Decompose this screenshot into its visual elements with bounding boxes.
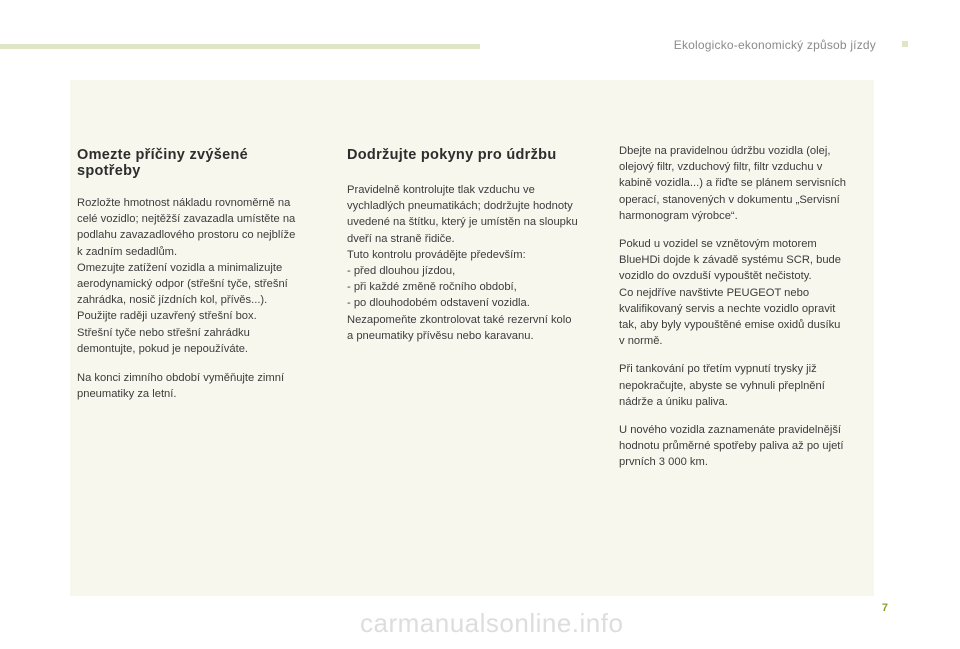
chapter-marker [902, 41, 908, 47]
section-paragraph: U nového vozidla zaznamenáte pravidelnější hodnotu průměrné spotřeby paliva až po ujetí prvních 3 000 km. [619, 424, 844, 469]
header-accent-bar [0, 44, 480, 49]
watermark-text: carmanualsonline.info [360, 608, 624, 638]
section-heading: Omezte příčiny zvýšené spotřeby [77, 147, 249, 179]
section-paragraph: Při tankování po třetím vypnutí trysky již nepokračujte, abyste se vyhnuli přeplnění nádrže a úniku paliva. [619, 363, 825, 408]
section-heading: Dodržujte pokyny pro údržbu [347, 147, 557, 163]
section-paragraph: Rozložte hmotnost nákladu rovnoměrně na celé vozidlo; nejtěžší zavazadla umístěte na podlahu zavazadlového prostoru co nejblíže k zadním sedadlům. Omezujte zatížení vozidla a minimalizujte aerodynamický odpor (střešní tyče, střešní zahrádka, nosič jízdních kol, přívěs...). Použijte raději uzavřený střešní box. Střešní tyče nebo střešní zahrádku demontujte, pokud je nepoužíváte. [77, 197, 296, 355]
section-reduce-consumption [77, 147, 317, 402]
section-paragraph: Pravidelně kontrolujte tlak vzduchu ve vychladlých pneumatikách; dodržujte hodnoty uvedené na štítku, který je umístěn na sloupku dveří na straně řidiče. Tuto kontrolu provádějte především: - před dlouhou jízdou, - při každé změně ročního období, - po dlouhodobém odstavení vozidla. Nezapomeňte zkontrolovat také rezervní kolo a pneumatiky přívěsu nebo karavanu. [347, 184, 578, 342]
section-paragraph: Na konci zimního období vyměňujte zimní pneumatiky za letní. [77, 372, 285, 401]
section-maintenance [347, 147, 602, 344]
page-number: 7 [881, 602, 888, 614]
chapter-title: Ekologicko-ekonomický způsob jízdy [673, 38, 876, 52]
section-paragraph: Pokud u vozidel se vznětovým motorem BlueHDi dojde k závadě systému SCR, bude vozidlo do ovzduší vypouštět nečistoty. Co nejdříve navštivte PEUGEOT nebo kvalifikovaný servis a nechte vozidlo opravit tak, aby byly vypouštěné emise oxidů dusíku v normě. [619, 238, 841, 348]
section-maintenance-continued [619, 143, 864, 471]
section-paragraph: Dbejte na pravidelnou údržbu vozidla (olej, olejový filtr, vzduchový filtr, filtr vzduchu v kabině vozidla...) a řiďte se plánem servisních operací, stanovených v dokumentu „Servisní harmonogram výrobce“. [619, 145, 847, 222]
